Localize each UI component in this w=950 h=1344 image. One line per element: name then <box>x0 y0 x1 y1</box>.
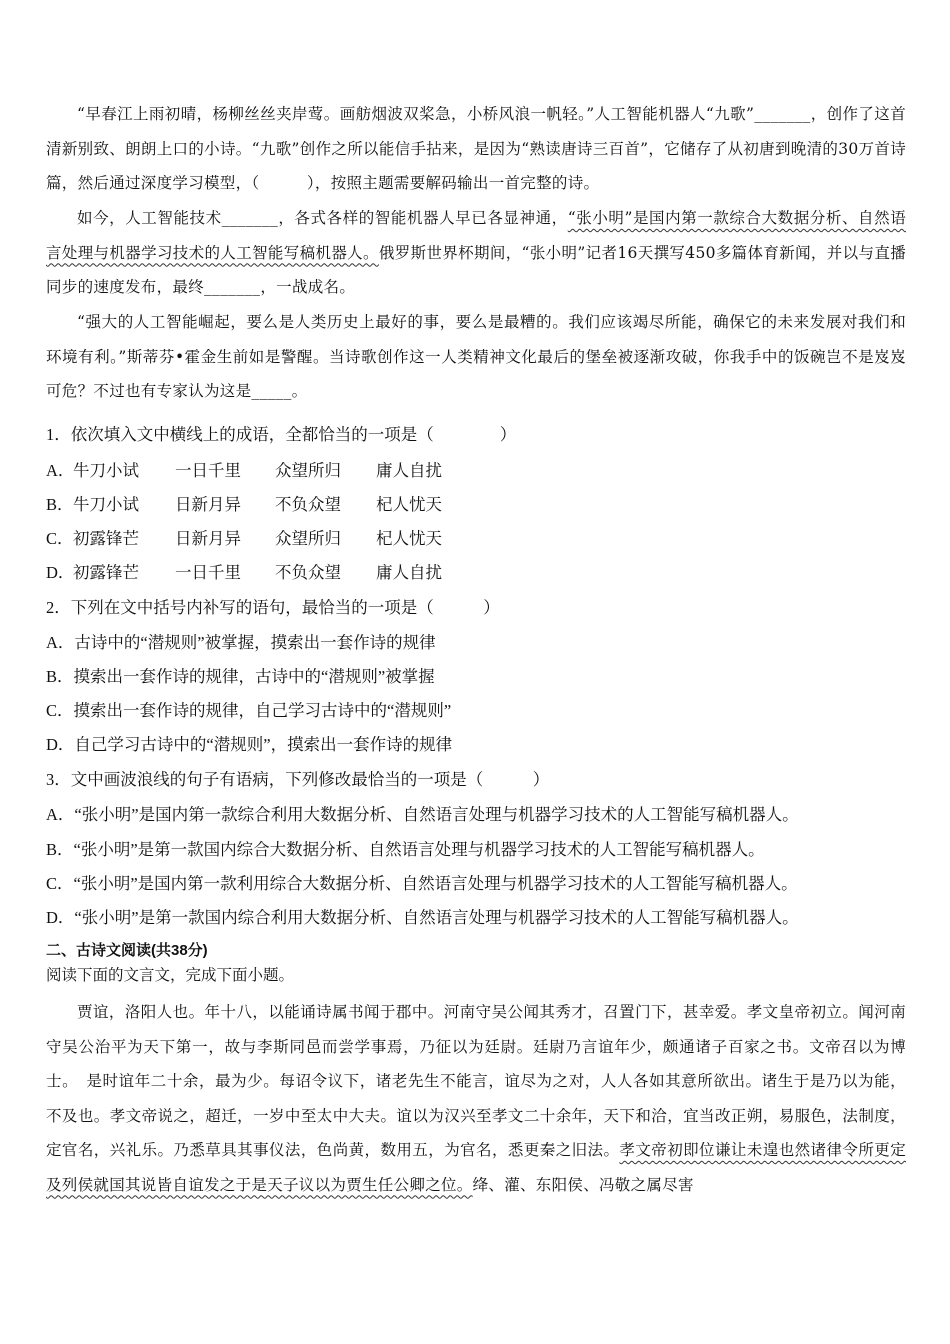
option-idiom-3: 不负众望 <box>275 563 341 582</box>
passage-paragraph-2 <box>46 201 906 305</box>
question-2-stem: 2．下列在文中括号内补写的语句，最恰当的一项是（ ） <box>46 598 500 617</box>
question-2-option-c: C．摸索出一套作诗的规律，自己学习古诗中的“潜规则” <box>46 701 452 720</box>
passage-paragraph-2-intro: 如今，人工智能技术_______，各式各样的智能机器人早已各显神通， <box>77 209 568 227</box>
classical-passage <box>46 995 906 1202</box>
question-3-option-c: C．“张小明”是国内第一款利用综合大数据分析、自然语言处理与机器学习技术的人工智能写稿机器人。 <box>46 874 798 893</box>
option-idiom-2: 日新月异 <box>175 495 241 514</box>
wavy-underlined-sentence: “张小明”是国内第一款综合大数据分析、自然语言处理与机器学习技术的人工智能写稿机器人。 <box>46 209 907 262</box>
question-3-option-a: A．“张小明”是国内第一款综合利用大数据分析、自然语言处理与机器学习技术的人工智能写稿机器人。 <box>46 805 799 824</box>
option-idiom-2: 日新月异 <box>175 529 241 548</box>
passage-paragraph-1: “早春江上雨初晴，杨柳丝丝夹岸莺。画舫烟波双桨急，小桥风浪一帆轻。”人工智能机器人“九歌”_______，创作了这首清新别致、朗朗上口的小诗。“九歌”创作之所以能信手拈来，是因为“熟读唐诗三百首”，它储存了从初唐到晚清的30万首诗篇，然后通过深度学习模型，（ ），按照主题需要解码输出一首完整的诗。 <box>46 105 906 192</box>
classical-wavy-sentence: 孝文帝初即位谦让未遑也然诸律令所更定及列侯就国其说皆自谊发之于是天子议以为贾生任公卿之位。 <box>46 1141 906 1194</box>
option-idiom-4: 庸人自扰 <box>376 563 442 582</box>
question-3-option-d: D．“张小明”是第一款国内综合利用大数据分析、自然语言处理与机器学习技术的人工智能写稿机器人。 <box>46 908 799 927</box>
option-idiom-2: 一日千里 <box>175 563 241 582</box>
option-idiom-4: 庸人自扰 <box>376 461 442 480</box>
section-2-instruction: 阅读下面的文言文，完成下面小题。 <box>46 967 295 984</box>
question-2-option-a: A．古诗中的“潜规则”被掌握，摸索出一套作诗的规律 <box>46 633 436 652</box>
question-3-option-b: B．“张小明”是第一款国内综合大数据分析、自然语言处理与机器学习技术的人工智能写稿机器人。 <box>46 840 765 859</box>
option-idiom-2: 一日千里 <box>175 461 241 480</box>
passage-paragraph-3: “强大的人工智能崛起，要么是人类历史上最好的事，要么是最糟的。我们应该竭尽所能，确保它的未来发展对我们和环境有利。”斯蒂芬•霍金生前如是警醒。当诗歌创作这一人类精神文化最后的堡垒被逐渐攻破，你我手中的饭碗岂不是岌岌可危？不过也有专家认为这是_____。 <box>46 313 906 400</box>
option-idiom-1: 牛刀小试 <box>73 461 139 480</box>
option-idiom-3: 众望所归 <box>275 529 341 548</box>
option-label: B． <box>46 495 74 514</box>
question-2-option-b: B．摸索出一套作诗的规律，古诗中的“潜规则”被掌握 <box>46 667 435 686</box>
option-label: D． <box>46 563 75 582</box>
question-2-option-d: D．自己学习古诗中的“潜规则”，摸索出一套作诗的规律 <box>46 735 453 754</box>
classical-passage-text: 贾谊，洛阳人也。年十八，以能诵诗属书闻于郡中。河南守吴公闻其秀才，召置门下，甚幸爱。孝文皇帝初立。闻河南守吴公治平为天下第一，故与李斯同邑而尝学事焉，乃征以为廷尉。廷尉乃言谊年少，颇通诸子百家之书。文帝召以为博士。 是时谊年二十余，最为少。每诏令议下，诸老先生不能言，谊尽为之对，人人各如其意所欲出。诸生于是乃以为能，不及也。孝文帝说之，超迁，一岁中至太中大夫。谊以为汉兴至孝文二十余年，天下和洽，宜当改正朔，易服色，法制度，定官名，兴礼乐。乃悉草具其事仪法，色尚黄，数用五，为官名，悉更秦之旧法。 <box>46 1003 906 1159</box>
classical-passage-continuation: 绛、灌、东阳侯、冯敬之属尽害 <box>472 1175 694 1194</box>
option-idiom-3: 众望所归 <box>275 461 341 480</box>
option-idiom-3: 不负众望 <box>275 495 341 514</box>
option-label: C． <box>46 529 74 548</box>
section-2-heading: 二、古诗文阅读(共38分) <box>46 942 208 959</box>
option-idiom-4: 杞人忧天 <box>376 495 442 514</box>
option-label: A． <box>46 461 75 480</box>
question-3-stem: 3．文中画波浪线的句子有语病，下列修改最恰当的一项是（ ） <box>46 770 550 789</box>
option-idiom-1: 初露锋芒 <box>73 563 139 582</box>
passage-paragraph-2-rest: 俄罗斯世界杯期间，“张小明”记者16天撰写450多篇体育新闻，并以与直播同步的速度发布，最终_______，一战成名。 <box>46 243 906 296</box>
option-idiom-1: 牛刀小试 <box>73 495 139 514</box>
question-1-stem: 1．依次填入文中横线上的成语，全都恰当的一项是（ ） <box>46 425 517 444</box>
option-idiom-4: 杞人忧天 <box>376 529 442 548</box>
option-idiom-1: 初露锋芒 <box>73 529 139 548</box>
